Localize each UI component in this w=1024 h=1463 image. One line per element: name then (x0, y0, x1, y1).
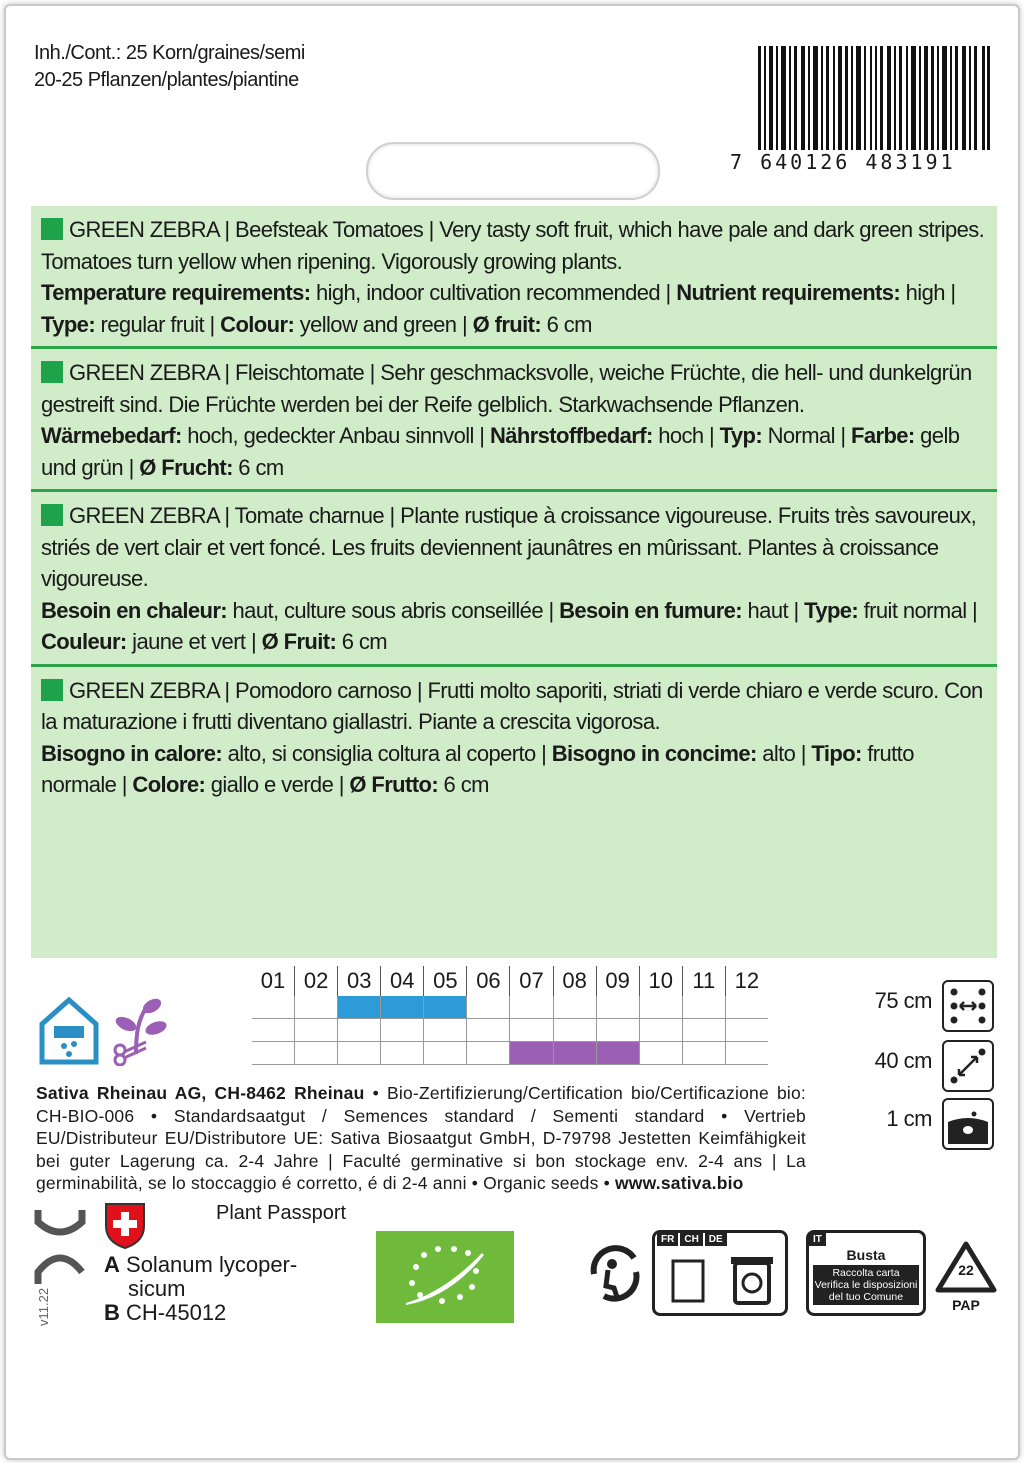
month-label: 08 (554, 966, 597, 996)
spec-value: Normal | (762, 423, 852, 448)
eu-plant-passport-mark (34, 1204, 86, 1288)
spec-value: 6 cm (232, 454, 284, 480)
spec-label: Nutrient requirements: (676, 280, 901, 305)
spec-value: gelb und grün | (41, 423, 960, 480)
variety-description: | Pomodoro carnoso | Frutti molto saporiti, striati di verde chiaro e verde scuro. Con la maturazione i frutti diventano giallastri. Piante a crescita vigorosa. (41, 677, 983, 734)
sowing-cell (381, 996, 424, 1018)
harvest-cell (683, 1042, 726, 1064)
spec-label: Temperature requirements: (41, 280, 311, 305)
harvest-cell (295, 1042, 338, 1064)
fr-ch-de-recycling-box (652, 1230, 788, 1316)
harvest-cell (467, 1042, 510, 1064)
spec-value: frutto normale | (41, 740, 914, 797)
spec-label: Typ: (719, 423, 763, 448)
harvest-cell (381, 1042, 424, 1064)
spec-value: fruit normal | (858, 597, 978, 623)
description-block (31, 664, 997, 807)
green-square-marker (41, 679, 63, 701)
sowing-cell (597, 996, 640, 1018)
spec-value: hoch | (652, 423, 720, 448)
calendar-row-sowing (252, 996, 768, 1019)
pp-a-value: Solanum lycoper- (126, 1252, 298, 1277)
month-label: 12 (734, 968, 760, 993)
month-label: 10 (640, 966, 683, 996)
spec-label: Bisogno in calore: (41, 740, 223, 766)
pp-a-label: A (104, 1252, 120, 1277)
variety-name: GREEN ZEBRA (69, 217, 219, 242)
variety-name: GREEN ZEBRA (69, 360, 219, 385)
green-square-marker (41, 218, 63, 240)
swiss-shield-icon (104, 1202, 146, 1250)
spec-label: Bisogno in concime: (551, 740, 757, 766)
company-name: Sativa Rheinau AG, CH-8462 Rheinau (36, 1083, 365, 1103)
planting-cell (683, 1019, 726, 1041)
month-label: 05 (424, 966, 467, 996)
plant-passport-details (104, 1253, 297, 1325)
pp-b-value: CH-45012 (126, 1300, 227, 1325)
it-title: Busta (846, 1247, 886, 1263)
it-line-2: Verifica le disposizioni (814, 1279, 918, 1291)
variety-specs (41, 277, 987, 340)
spec-label: Colour: (220, 311, 295, 337)
sowing-cell (467, 996, 510, 1018)
spec-value: high, indoor cultivation recommended | (310, 280, 677, 305)
sowing-depth-icon (942, 1098, 994, 1150)
plant-spacing-icon (942, 1040, 994, 1092)
eu-organic-logo (376, 1231, 514, 1323)
variety-specs (41, 738, 987, 801)
country-tag: FR (657, 1233, 678, 1246)
barcode-bars (758, 46, 990, 150)
it-recycling-box (806, 1230, 926, 1316)
spec-value: 6 cm (541, 311, 592, 337)
it-tag: IT (809, 1233, 826, 1246)
variety-description: | Tomate charnue | Plante rustique à croissance vigoureuse. Fruits très savoureux, striés de vert clair et vert foncé. Les fruits deviennent jaunâtres en mûrissant. Plantes à croissance vigoureuse. (41, 503, 977, 591)
planting-cell (338, 1019, 381, 1041)
description-block (31, 346, 997, 489)
spec-value: giallo e verde | (205, 772, 350, 797)
barcode (730, 46, 992, 176)
sowing-depth (874, 1098, 994, 1150)
harvest-cell (640, 1042, 683, 1064)
greenhouse-icon (38, 996, 100, 1066)
plant-passport-title: Plant Passport (216, 1202, 347, 1224)
spec-value: alto | (756, 740, 812, 766)
planting-cell (252, 1019, 295, 1041)
calendar-months (252, 966, 768, 996)
variety-description: | Fleischtomate | Sehr geschmacksvolle, weiche Früchte, die hell- und dunkelgrün gestreift sind. Die Früchte werden bei der Reife gelblich. Starkwachsende Pflanzen. (41, 360, 972, 417)
pap-number: 22 (958, 1262, 974, 1278)
legal-text: • Bio-Zertifizierung/Certification bio/Certificazione bio: CH-BIO-006 • Standardsaatgut / Semences standard / Sementi standard • Vertrieb EU/Distributeur EU/Distributore UE: Sativa Biosaatgut GmbH, D-79798 Jestetten Keimfähigkeit bei guter Lagerung ca. 2-4 Jahre | Faculté germinative si bon stockage env. 2-4 ans | La germinabilità, se lo stoccaggio é corretto, é di 2-4 anni • Organic seeds • (36, 1083, 806, 1193)
planting-cell (510, 1019, 553, 1041)
contents-line-2: 20-25 Pflanzen/plantes/piantine (34, 69, 299, 91)
harvest-cell (597, 1042, 640, 1064)
harvest-cell (510, 1042, 553, 1064)
month-label: 03 (338, 966, 381, 996)
pap-recycling-mark (934, 1240, 998, 1316)
spec-value: yellow and green | (294, 311, 473, 337)
harvest-cell (726, 1042, 768, 1064)
sowing-cell (683, 996, 726, 1018)
month-label: 09 (597, 966, 640, 996)
spec-label: Tipo: (811, 740, 862, 766)
variety-description: | Beefsteak Tomatoes | Very tasty soft fruit, which have pale and dark green stripes. Tomatoes turn yellow when ripening. Vigorously growing plants. (41, 217, 985, 274)
row-spacing-icon (942, 980, 994, 1032)
hang-hole (366, 142, 660, 200)
country-tag: DE (705, 1233, 727, 1246)
website-link[interactable]: www.sativa.bio (615, 1173, 744, 1193)
spec-value: regular fruit | (95, 311, 221, 337)
sowing-cell (726, 996, 768, 1018)
spec-label: Ø fruit: (472, 311, 542, 337)
description-block (31, 489, 997, 664)
recycle-bin-icon (727, 1251, 777, 1307)
variety-name: GREEN ZEBRA (69, 503, 219, 528)
country-tag: CH (680, 1233, 702, 1246)
harvest-cell (338, 1042, 381, 1064)
sowing-cell (295, 996, 338, 1018)
spec-label: Nährstoffbedarf: (489, 423, 653, 448)
sowing-cell (510, 996, 553, 1018)
pap-label: PAP (952, 1297, 980, 1313)
green-square-marker (41, 504, 63, 526)
variety-specs (41, 595, 987, 658)
it-line-3: del tuo Comune (828, 1291, 904, 1303)
month-label: 07 (510, 966, 553, 996)
harvest-plant-icon (106, 994, 172, 1066)
sowing-cell (424, 996, 467, 1018)
spec-value: 6 cm (336, 629, 388, 654)
description-block (31, 206, 997, 346)
planting-cell (640, 1019, 683, 1041)
sowing-cell (640, 996, 683, 1018)
spec-value: 6 cm (438, 772, 489, 797)
spec-label: Ø Frucht: (139, 454, 233, 480)
spec-label: Type: (804, 597, 859, 623)
contents-info (34, 40, 305, 94)
sowing-cell (554, 996, 597, 1018)
paper-sachet-icon (669, 1257, 709, 1305)
calendar-row-harvest (252, 1042, 768, 1065)
row-spacing (874, 980, 994, 1032)
version-label: v11.22 (36, 1287, 51, 1326)
spec-label: Wärmebedarf: (41, 423, 182, 448)
green-square-marker (41, 361, 63, 383)
spec-label: Couleur: (41, 629, 127, 654)
month-label: 02 (295, 966, 338, 996)
description-panel (31, 206, 997, 958)
month-label: 11 (683, 966, 726, 996)
variety-name: GREEN ZEBRA (69, 677, 219, 703)
variety-specs (41, 420, 987, 483)
spec-label: Farbe: (851, 423, 915, 448)
spec-value: haut, culture sous abris conseillée | (227, 597, 560, 623)
pp-a-value-2: sicum (128, 1276, 186, 1301)
row-spacing-label: 75 cm (874, 988, 932, 1013)
sowing-depth-label: 1 cm (886, 1106, 932, 1131)
plant-spacing-label: 40 cm (874, 1048, 932, 1073)
planting-cell (424, 1019, 467, 1041)
planting-cell (295, 1019, 338, 1041)
spec-label: Ø Frutto: (349, 772, 439, 797)
cultivation-calendar (252, 966, 768, 1065)
spec-label: Type: (41, 311, 96, 337)
planting-cell (597, 1019, 640, 1041)
harvest-cell (424, 1042, 467, 1064)
spec-value: jaune et vert | (126, 629, 262, 654)
month-label: 04 (381, 966, 424, 996)
calendar-row-planting (252, 1019, 768, 1042)
planting-cell (726, 1019, 768, 1041)
spec-label: Besoin en chaleur: (41, 597, 228, 623)
spec-value: hoch, gedeckter Anbau sinnvoll | (181, 423, 490, 448)
legal-info (36, 1082, 806, 1195)
it-line-1: Raccolta carta (832, 1267, 900, 1279)
sowing-cell (338, 996, 381, 1018)
month-label: 01 (252, 966, 295, 996)
spec-value: alto, si consiglia coltura al coperto | (222, 740, 552, 766)
harvest-cell (554, 1042, 597, 1064)
contents-line-1: Inh./Cont.: 25 Korn/graines/semi (34, 42, 305, 64)
month-label: 06 (467, 966, 510, 996)
planting-cell (467, 1019, 510, 1041)
spec-label: Besoin en fumure: (559, 597, 743, 623)
spec-value: high | (900, 280, 956, 305)
plant-spacing (874, 1040, 994, 1092)
planting-cell (554, 1019, 597, 1041)
barcode-number: 7 640126 483191 (730, 150, 956, 174)
spec-label: Ø Fruit: (261, 629, 337, 654)
harvest-cell (252, 1042, 295, 1064)
triman-recycle-icon (584, 1240, 646, 1306)
planting-cell (381, 1019, 424, 1041)
sowing-cell (252, 996, 295, 1018)
spec-label: Colore: (132, 772, 206, 797)
pp-b-label: B (104, 1300, 120, 1325)
spec-value: haut | (742, 597, 805, 623)
